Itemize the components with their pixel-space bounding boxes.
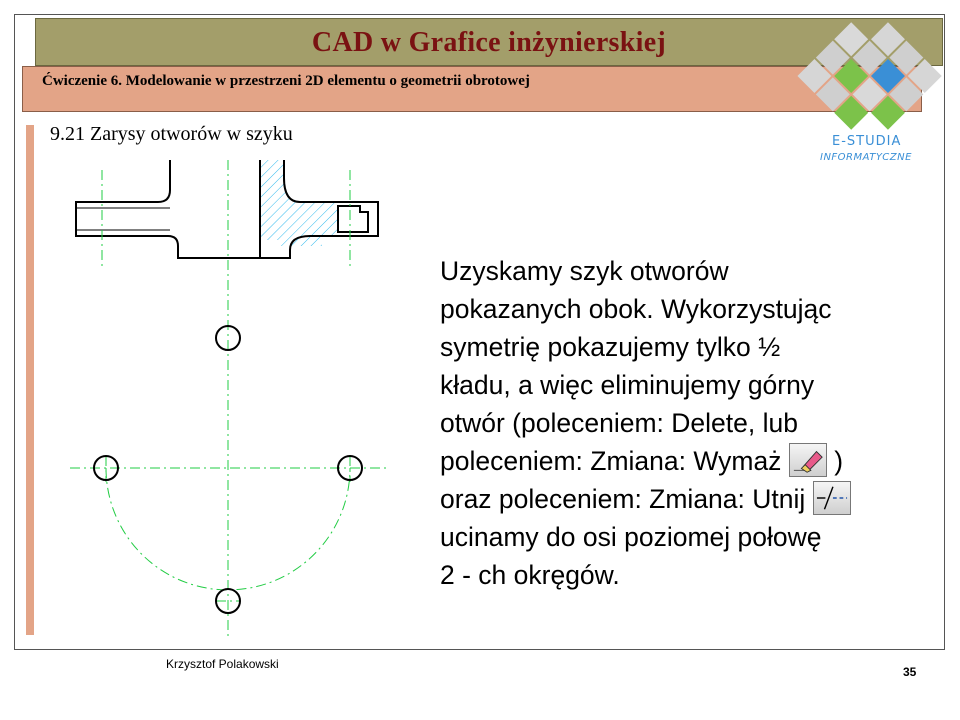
instruction-line: ucinamy do osi poziomej połowę xyxy=(440,522,822,552)
trim-icon xyxy=(813,481,851,515)
instruction-line: oraz poleceniem: Zmiana: Utnij xyxy=(440,484,806,514)
instruction-line-erase xyxy=(440,442,940,480)
page-number: 35 xyxy=(903,665,917,679)
subtitle-band xyxy=(22,66,922,112)
instruction-line: symetrię pokazujemy tylko ½ xyxy=(440,332,781,362)
instruction-line: poleceniem: Zmiana: Wymaż xyxy=(440,446,782,476)
logo-text-line2: INFORMATYCZNE xyxy=(820,152,912,163)
section-view xyxy=(76,160,378,258)
eraser-icon xyxy=(789,443,827,477)
instruction-line: 2 - ch okręgów. xyxy=(440,560,620,590)
instruction-line: otwór (poleceniem: Delete, lub xyxy=(440,408,798,438)
e-studia-logo xyxy=(796,6,946,176)
instruction-paren: ) xyxy=(834,446,844,476)
instruction-line: Uzyskamy szyk otworów xyxy=(440,256,729,286)
footer-author: Krzysztof Polakowski xyxy=(166,657,279,671)
section-heading: 9.21 Zarysy otworów w szyku xyxy=(50,123,293,145)
logo-text-line1: E-STUDIA xyxy=(832,134,902,149)
exercise-subtitle: Ćwiczenie 6. Modelowanie w przestrzeni 2D elementu o geometrii obrotowej xyxy=(42,73,530,89)
left-accent-bar xyxy=(26,125,34,635)
slide-title: CAD w Grafice inżynierskiej xyxy=(311,27,667,58)
instruction-line: kładu, a więc eliminujemy górny xyxy=(440,370,815,400)
instruction-line: pokazanych obok. Wykorzystując xyxy=(440,294,832,324)
instruction-line-trim xyxy=(440,480,940,518)
technical-drawing xyxy=(60,160,405,640)
instruction-text xyxy=(440,252,940,594)
